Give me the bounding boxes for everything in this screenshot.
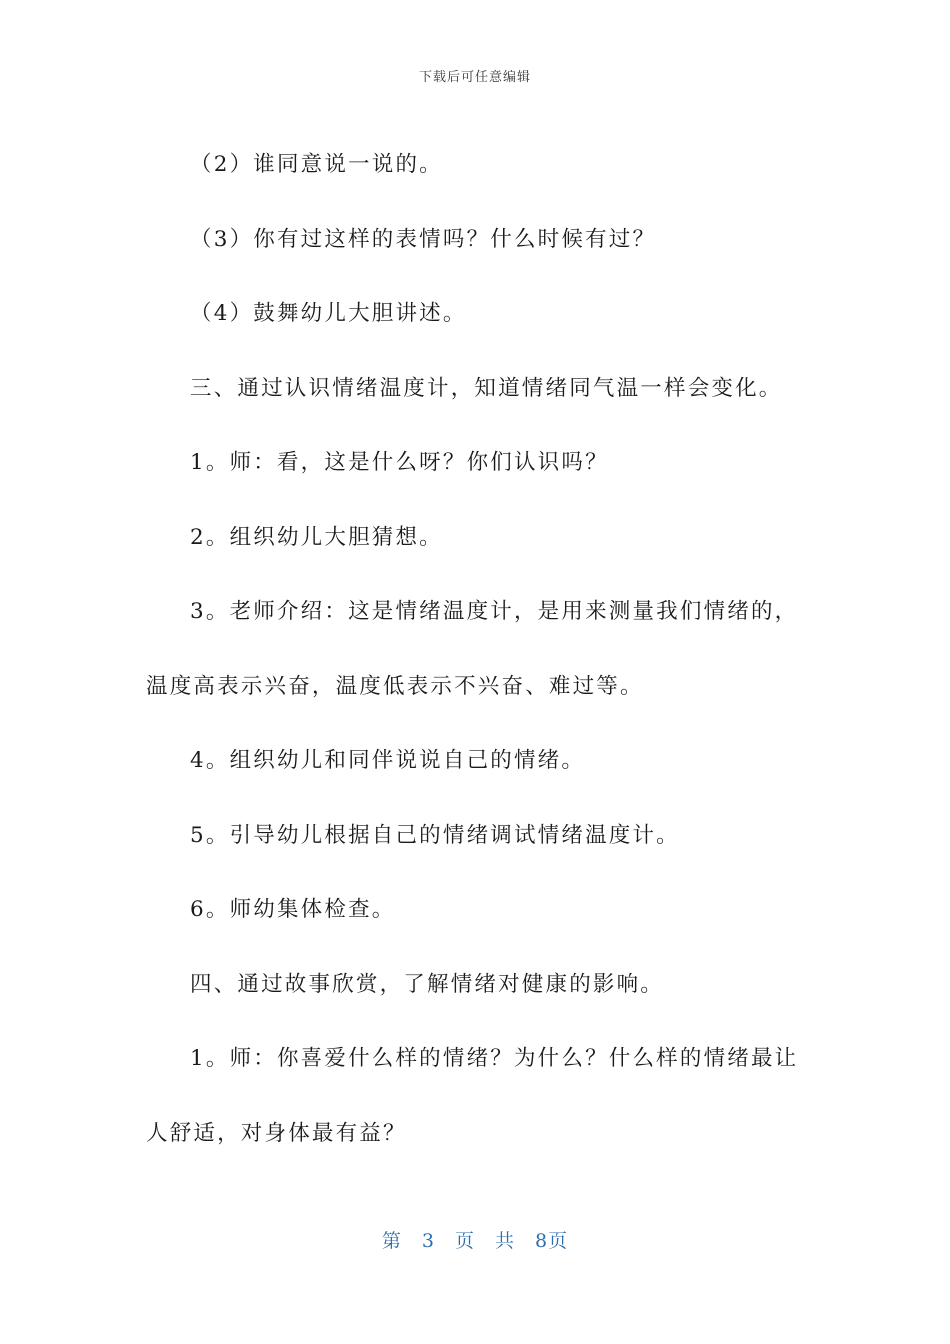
footer-page-number: 3 bbox=[421, 1230, 435, 1252]
page-footer bbox=[0, 1226, 950, 1253]
paragraph: （4）鼓舞幼儿大胆讲述。 bbox=[190, 301, 467, 326]
footer-page-label: 页 bbox=[454, 1230, 475, 1252]
paragraph: 4。组织幼儿和同伴说说自己的情绪。 bbox=[190, 748, 586, 773]
paragraph: 1。师：看，这是什么呀？你们认识吗？ bbox=[190, 450, 609, 475]
paragraph: 四、通过故事欣赏，了解情绪对健康的影响。 bbox=[190, 971, 665, 997]
footer-prefix: 第 bbox=[381, 1230, 402, 1252]
paragraph: 6。师幼集体检查。 bbox=[190, 897, 396, 922]
paragraph: 三、通过认识情绪温度计，知道情绪同气温一样会变化。 bbox=[190, 375, 783, 401]
paragraph: （2）谁同意说一说的。 bbox=[190, 152, 443, 177]
header-note: 下载后可任意编辑 bbox=[418, 70, 531, 85]
paragraph-continuation: 人舒适，对身体最有益？ bbox=[146, 1120, 407, 1146]
footer-total-pages: 8页 bbox=[535, 1230, 569, 1252]
footer-total-prefix: 共 bbox=[495, 1230, 516, 1252]
paragraph: 5。引导幼儿根据自己的情绪调试情绪温度计。 bbox=[190, 822, 680, 848]
paragraph: （3）你有过这样的表情吗？什么时候有过？ bbox=[190, 226, 657, 252]
paragraph: 2。组织幼儿大胆猜想。 bbox=[190, 524, 443, 550]
paragraph: 3。老师介绍：这是情绪温度计，是用来测量我们情绪的， bbox=[190, 599, 799, 624]
paragraph-continuation: 温度高表示兴奋，温度低表示不兴奋、难过等。 bbox=[146, 673, 644, 699]
paragraph: 1。师：你喜爱什么样的情绪？为什么？什么样的情绪最让 bbox=[190, 1046, 799, 1071]
document-body bbox=[0, 128, 950, 1171]
